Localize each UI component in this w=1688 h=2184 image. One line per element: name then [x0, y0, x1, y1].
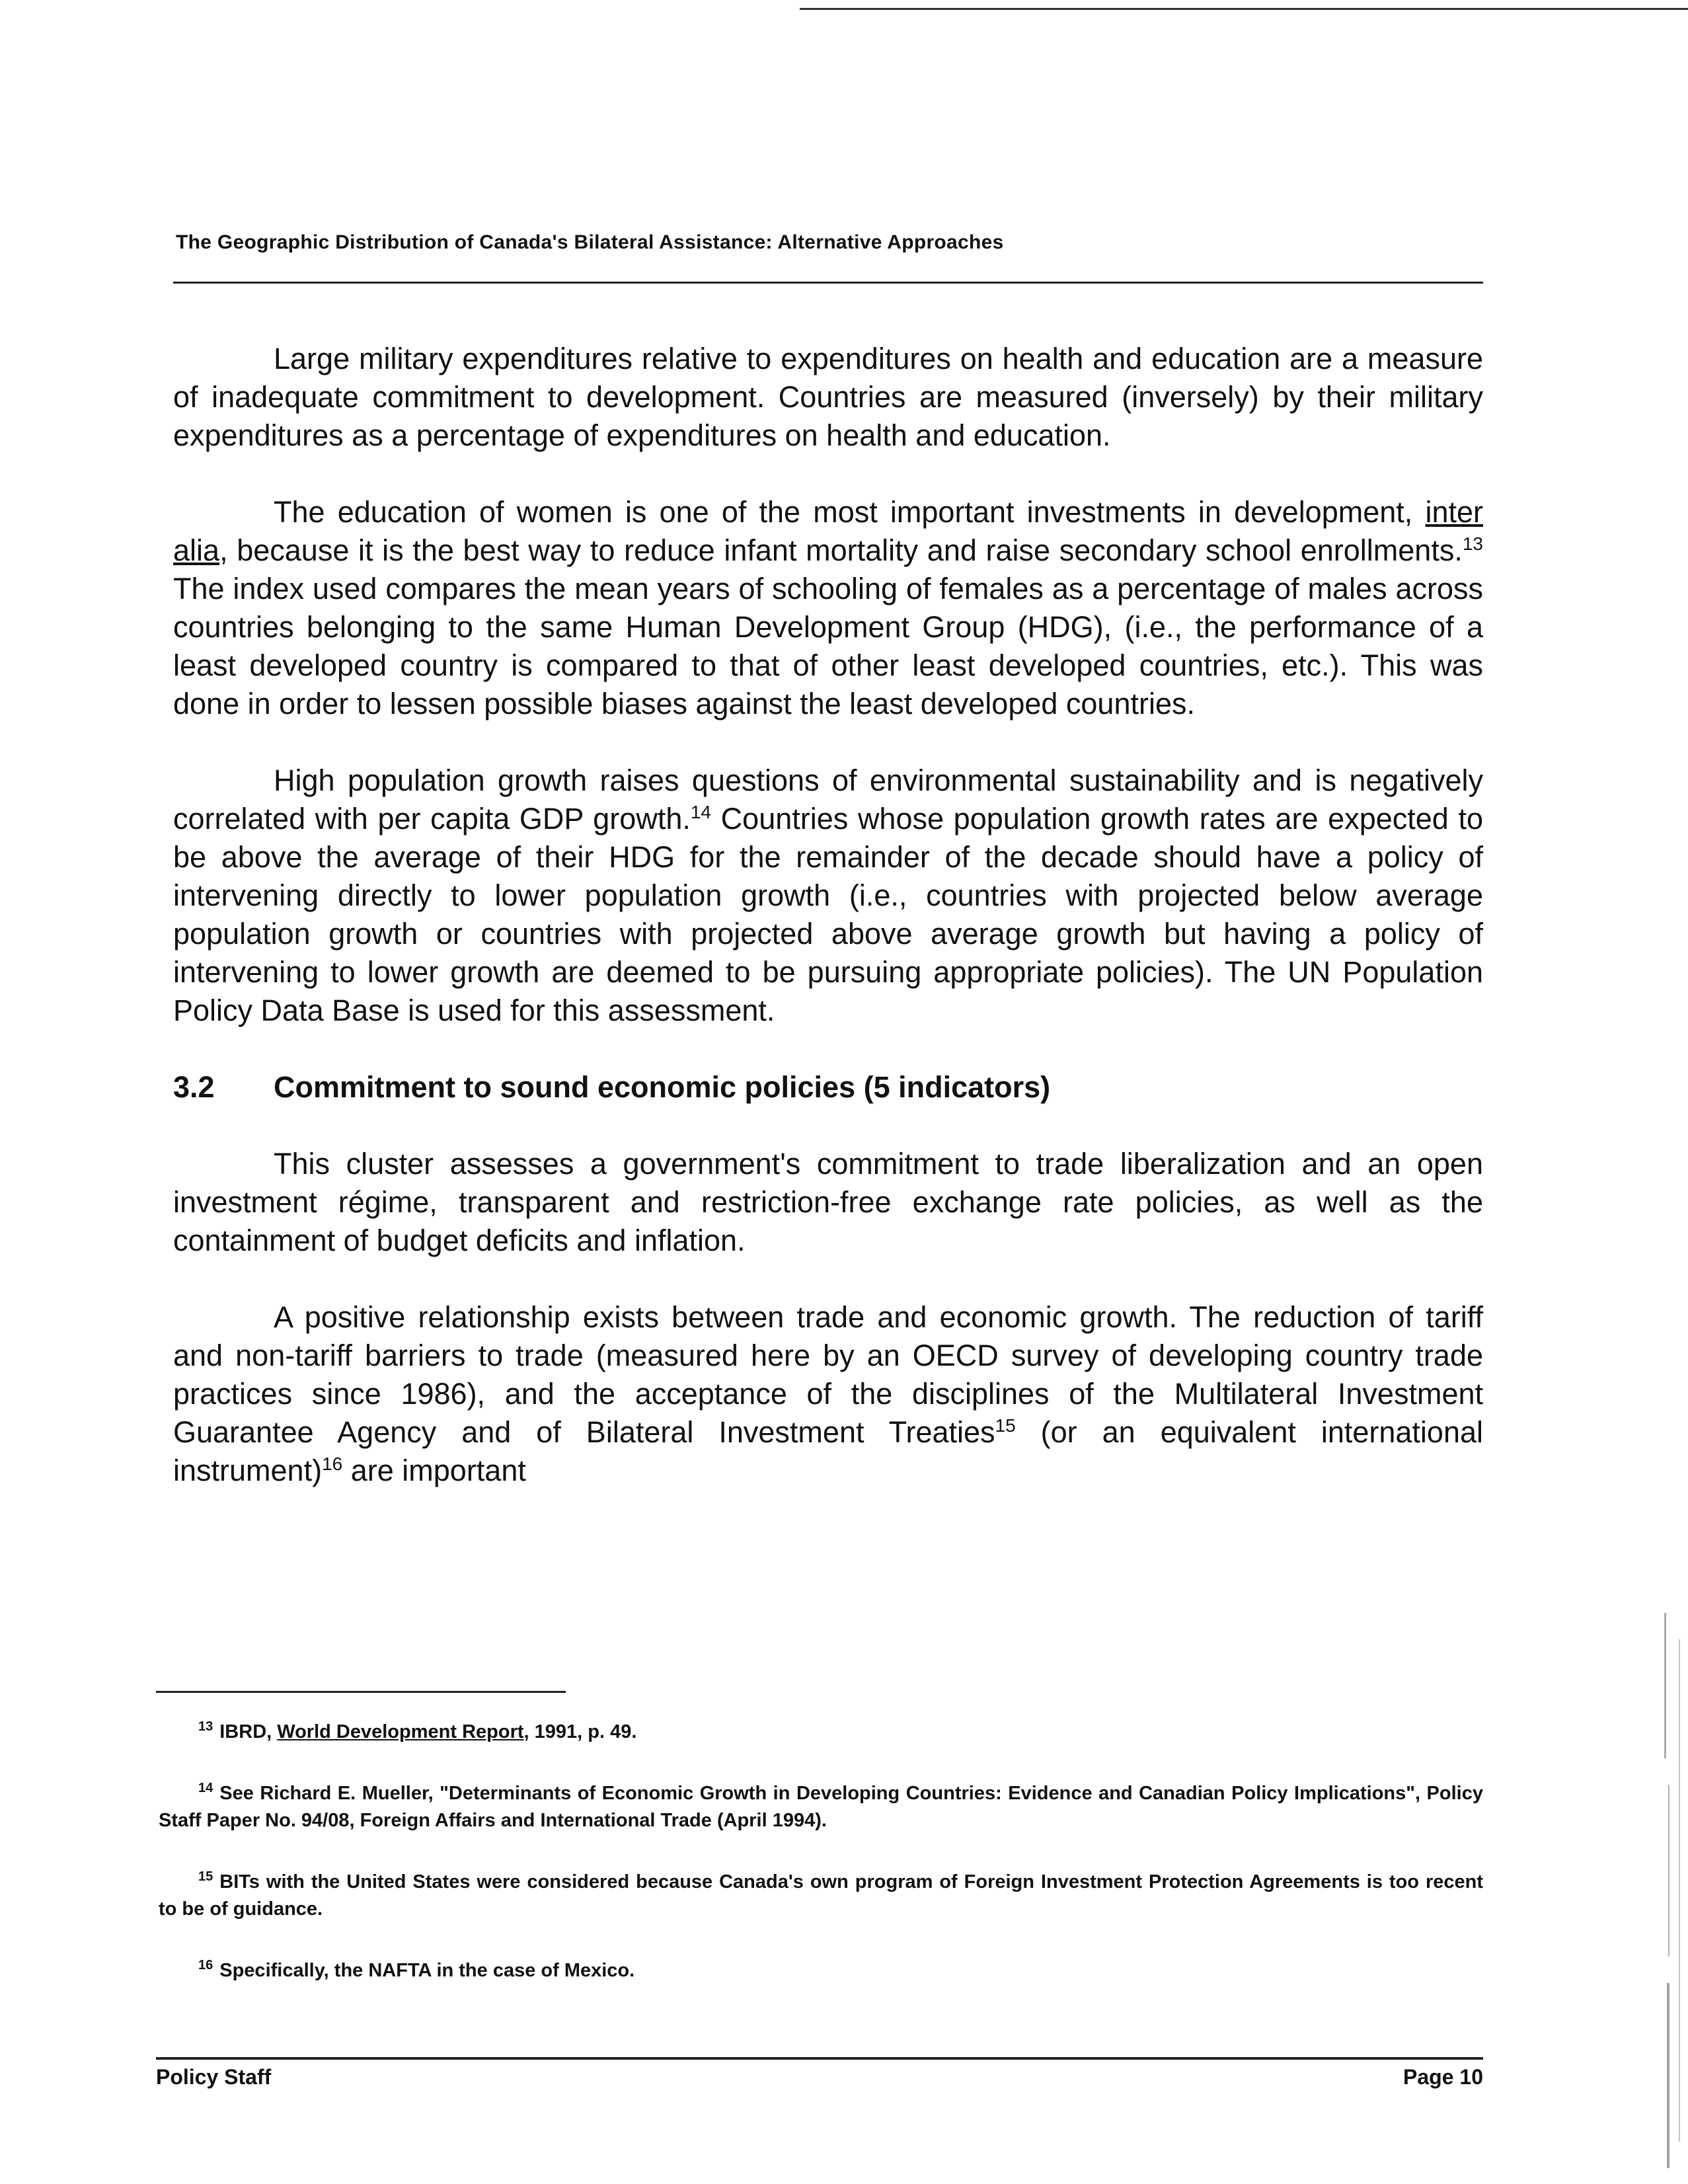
section-number: 3.2: [173, 1070, 215, 1104]
footnote-text: , 1991, p. 49.: [523, 1721, 637, 1742]
paragraph-text: are important: [342, 1454, 526, 1487]
paragraph-military-expenditures: [173, 340, 1483, 455]
footnote-ref-16: 16: [322, 1454, 343, 1474]
footnote-mark: 15: [198, 1869, 213, 1885]
footer-rule: [156, 2057, 1483, 2060]
footnote-13: [159, 1719, 1483, 1746]
footnote-14: [159, 1780, 1483, 1834]
footer-left: Policy Staff: [156, 2065, 272, 2089]
scan-artifact: [1664, 1613, 1666, 1758]
paragraph-trade-growth: [173, 1298, 1483, 1490]
footnote-rule: [156, 1691, 566, 1693]
footnote-mark: 14: [198, 1781, 213, 1796]
footnote-ref-15: 15: [995, 1415, 1016, 1436]
paragraph-education-of-women: [173, 493, 1483, 723]
inter-alia-text: inter alia: [173, 495, 1483, 567]
paragraph-text: This cluster assesses a government's commitment to trade liberalization and an open investment régime, transparent and restriction-free exchange rate policies, as well as the containment of budget deficits and inflation.: [173, 1147, 1483, 1257]
paragraph-cluster-assessment: [173, 1145, 1483, 1260]
footnote-16: [159, 1957, 1483, 1984]
paragraph-text: A positive relationship exists between trade and economic growth. The reduction of tariff and non-tariff barriers to trade (measured here by an OECD survey of developing country trade practices since 1986), and the acceptance of the disciplines of the Multilateral Investment Guarantee Agency and of Bilateral Investment Treaties: [173, 1300, 1483, 1449]
paragraph-text: , because it is the best way to reduce infant mortality and raise secondary school enrollments.: [219, 533, 1463, 567]
paragraph-text: High population growth raises questions of environmental sustainability and is negatively correlated with per capita GDP growth.: [173, 763, 1483, 836]
body-text: [173, 340, 1483, 1528]
scan-edge-line: [800, 8, 1688, 10]
footnote-text: IBRD,: [219, 1721, 278, 1742]
page-number: Page 10: [1403, 2065, 1483, 2089]
scan-artifact: [1667, 1983, 1669, 2168]
footnote-15: [159, 1869, 1483, 1923]
header-rule: [173, 282, 1483, 284]
footnote-title: World Development Report: [277, 1721, 524, 1742]
paragraph-text: Large military expenditures relative to expenditures on health and education are a measure of inadequate commitment to development. Countries are measured (inversely) by their military expenditures as a percentage of expenditures on health and education.: [173, 342, 1483, 452]
paragraph-text: (or an equivalent international instrument): [173, 1415, 1484, 1487]
footnote-text: See Richard E. Mueller, "Determinants of Economic Growth in Developing Countries: Evidence and Canadian Policy Implications", Policy Staff Paper No. 94/08, Foreign Affairs and International Trade (April 1994).: [159, 1783, 1483, 1831]
footnote-mark: 16: [198, 1958, 213, 1973]
paragraph-population-growth: [173, 761, 1483, 1030]
footnote-mark: 13: [198, 1719, 213, 1735]
section-heading: [173, 1068, 1483, 1107]
footnote-ref-14: 14: [690, 802, 712, 822]
footnote-text: Specifically, the NAFTA in the case of Mexico.: [219, 1960, 635, 1981]
paragraph-text: The index used compares the mean years of schooling of females as a percentage of males across countries belonging to the same Human Development Group (HDG), (i.e., the performance of a least developed country is compared to that of other least developed countries, etc.). This was done in order to lessen possible biases against the least developed countries.: [173, 572, 1483, 721]
paragraph-text: The education of women is one of the most important investments in development,: [274, 495, 1426, 529]
footnote-ref-13: 13: [1462, 533, 1483, 554]
footnote-text: BITs with the United States were considered because Canada's own program of Foreign Investment Protection Agreements is too recent to be of guidance.: [159, 1871, 1483, 1920]
footnotes: [159, 1719, 1483, 2019]
paragraph-text: Countries whose population growth rates are expected to be above the average of their HDG for the remainder of the decade should have a policy of intervening directly to lower population growth (i.e., countries with projected below average population growth or countries with projected above average growth but having a policy of intervening to lower growth are deemed to be pursuing appropriate policies). The UN Population Policy Data Base is used for this assessment.: [173, 802, 1484, 1027]
running-head: The Geographic Distribution of Canada's Bilateral Assistance: Alternative Approaches: [176, 231, 1004, 253]
section-title: Commitment to sound economic policies (5 indicators): [274, 1070, 1051, 1104]
scan-artifact: [1679, 1639, 1680, 2142]
scan-artifact: [1668, 1785, 1669, 1957]
